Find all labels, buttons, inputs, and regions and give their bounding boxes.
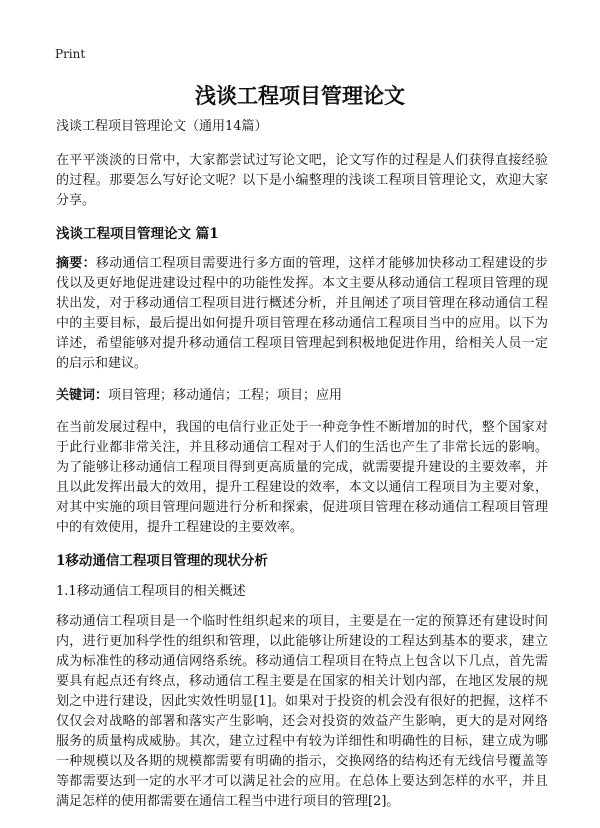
- section-heading: 1移动通信工程项目管理的现状分析: [56, 553, 268, 569]
- body-paragraph: 移动通信工程项目是一个临时性组织起来的项目，主要是在一定的预算还有建设时间内，进行更加科学性的组织和管理，以此能够让所建设的工程达到基本的要求，建立成为标准性的移动通信网络系统。移动通信工程项目在特点上包含以下几点，首先需要具有起点还有终点，移动通信工程主要是在国家的相关计划内部，在地区发展的规划之中进行建设，因此实效性明显[1]。如果对于投资的机会没有很好的把握，这样不仅仅会对战略的部署和落实产生影响，还会对投资的效益产生影响，更大的是对网络服务的质量构成威胁。其次，建立过程中有较为详细性和明确性的目标，建立成为哪一种规模以及各期的规模都需要有明确的指示，交换网络的结构还有无线信号覆盖等等都需要达到一定的水平才可以满足社会的应用。在总体上要达到怎样的水平，并且满足怎样的使用都需要在通信工程当中进行项目的管理[2]。: [56, 614, 548, 809]
- article-heading: 浅谈工程项目管理论文 篇1: [56, 226, 219, 242]
- subsection-heading: 1.1移动通信工程项目的相关概述: [56, 584, 246, 599]
- abstract-paragraph: [56, 254, 548, 374]
- abstract-label: 摘要：: [56, 256, 96, 271]
- keywords-text: 项目管理；移动通信；工程；项目；应用: [108, 388, 343, 403]
- article-body: [56, 117, 548, 812]
- page-title: 浅谈工程项目管理论文: [195, 83, 405, 108]
- body-paragraph: 在当前发展过程中，我国的电信行业正处于一种竞争性不断增加的时代，整个国家对于此行业都非常关注，并且移动通信工程对于人们的生活也产生了非常长远的影响。为了能够让移动通信工程项目得到更高质量的完成，就需要提升建设的主要效率，并且以此发挥出最大的效用，提升工程建设的效率，本文以通信工程项目为主要对象，对其中实施的项目管理问题进行分析和探索，促进项目管理在移动通信工程项目管理中的有效使用，提升工程建设的主要效率。: [56, 420, 548, 535]
- print-link[interactable]: Print: [55, 47, 86, 61]
- article-subtitle: 浅谈工程项目管理论文（通用14篇）: [56, 119, 268, 134]
- keywords-label: 关键词：: [56, 388, 109, 403]
- abstract-text: 移动通信工程项目需要进行多方面的管理，这样才能够加快移动工程建设的步伐以及更好地促进建设过程中的功能性发挥。本文主要从移动通信工程项目管理的现状出发，对于移动通信工程项目进行概述分析，并且阐述了项目管理在移动通信工程中的主要目标，最后提出如何提升项目管理在移动通信工程项目当中的应用。以下为详述，希望能够对提升移动通信工程项目管理起到积极地促进作用，给相关人员一定的启示和建议。: [56, 256, 548, 371]
- keywords-paragraph: [56, 386, 548, 406]
- intro-paragraph: 在平平淡淡的日常中，大家都尝试过写论文吧，论文写作的过程是人们获得直接经验的过程。那要怎么写好论文呢？以下是小编整理的浅谈工程项目管理论文，欢迎大家分享。: [56, 153, 548, 208]
